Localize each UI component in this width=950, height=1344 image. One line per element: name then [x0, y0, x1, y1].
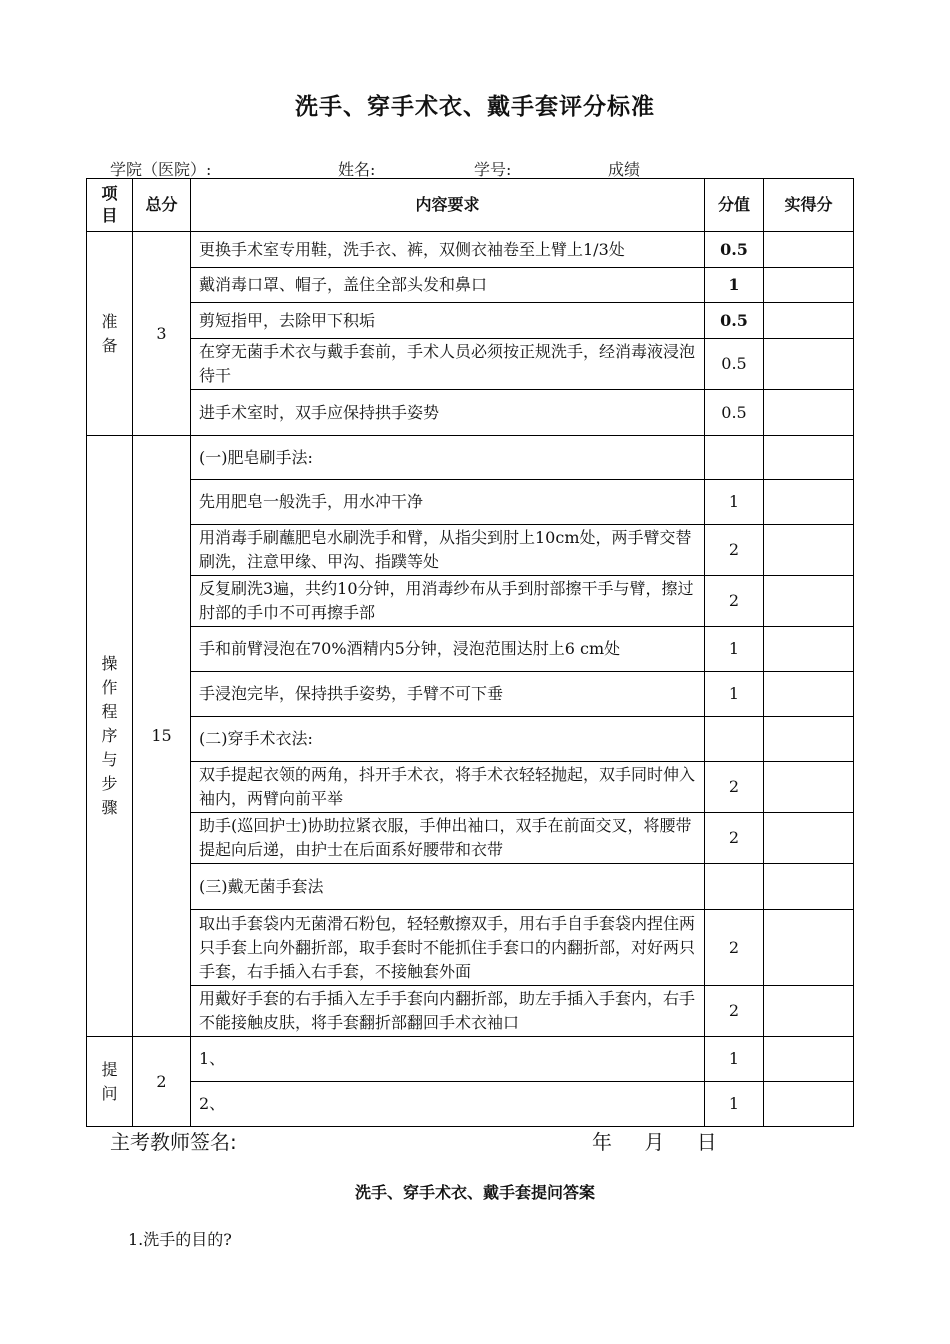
requirement-text: 进手术室时，双手应保持拱手姿势 — [191, 390, 705, 436]
table-row — [87, 672, 854, 717]
points-value: 1 — [705, 672, 764, 717]
table-row — [87, 303, 854, 339]
page-title: 洗手、穿手术衣、戴手套评分标准 — [295, 94, 655, 120]
table-row — [87, 436, 854, 480]
requirement-text: 戴消毒口罩、帽子，盖住全部头发和鼻口 — [191, 268, 705, 303]
scoring-table — [86, 178, 854, 1127]
section-label-prep: 准 备 — [87, 232, 133, 436]
requirement-text: 助手(巡回护士)协助拉紧衣服，手伸出袖口，双手在前面交叉，将腰带提起向后递，由护士在后面系好腰带和衣带 — [191, 813, 705, 864]
earned-score-cell — [764, 910, 854, 986]
earned-score-cell — [764, 339, 854, 390]
earned-score-cell — [764, 627, 854, 672]
date-label: 年 月 日 — [592, 1130, 717, 1154]
earned-score-cell — [764, 525, 854, 576]
table-row — [87, 717, 854, 762]
table-row — [87, 525, 854, 576]
requirement-text: 手浸泡完毕，保持拱手姿势，手臂不可下垂 — [191, 672, 705, 717]
table-row — [87, 268, 854, 303]
signature-label: 主考教师签名: — [110, 1130, 237, 1154]
earned-score-cell — [764, 480, 854, 525]
subsection-heading: (二)穿手术衣法: — [191, 717, 705, 762]
student-id-field-label: 学号: — [474, 160, 512, 179]
table-row — [87, 910, 854, 986]
question-text: 1、 — [191, 1037, 705, 1082]
header-content: 内容要求 — [191, 179, 705, 232]
earned-score-cell — [764, 986, 854, 1037]
table-row — [87, 762, 854, 813]
requirement-text: 先用肥皂一般洗手，用水冲干净 — [191, 480, 705, 525]
name-field-label: 姓名: — [338, 160, 376, 179]
table-row — [87, 480, 854, 525]
question-text: 2、 — [191, 1082, 705, 1127]
requirement-text: 用消毒手刷蘸肥皂水刷洗手和臂，从指尖到肘上10cm处，两手臂交替刷洗，注意甲缘、甲沟、指蹼等处 — [191, 525, 705, 576]
earned-score-cell — [764, 390, 854, 436]
earned-score-cell — [764, 303, 854, 339]
points-value — [705, 717, 764, 762]
earned-score-cell — [764, 813, 854, 864]
earned-score-cell — [764, 672, 854, 717]
section-total-prep: 3 — [133, 232, 191, 436]
table-row — [87, 813, 854, 864]
points-value: 1 — [705, 1037, 764, 1082]
points-value: 1 — [705, 268, 764, 303]
points-value: 2 — [705, 813, 764, 864]
points-value: 0.5 — [705, 232, 764, 268]
table-row — [87, 1082, 854, 1127]
header-points: 分值 — [705, 179, 764, 232]
points-value: 2 — [705, 986, 764, 1037]
subsection-heading: (三)戴无菌手套法 — [191, 864, 705, 910]
points-value: 1 — [705, 1082, 764, 1127]
points-value: 0.5 — [705, 339, 764, 390]
table-row — [87, 576, 854, 627]
answers-title: 洗手、穿手术衣、戴手套提问答案 — [354, 1183, 595, 1202]
table-row — [87, 986, 854, 1037]
earned-score-cell — [764, 1082, 854, 1127]
requirement-text: 双手提起衣领的两角，抖开手术衣，将手术衣轻轻抛起，双手同时伸入袖内，两臂向前平举 — [191, 762, 705, 813]
table-row — [87, 390, 854, 436]
table-row — [87, 864, 854, 910]
section-total-questions: 2 — [133, 1037, 191, 1127]
points-value: 0.5 — [705, 303, 764, 339]
table-row — [87, 339, 854, 390]
earned-score-cell — [764, 232, 854, 268]
examiner-signature-line — [110, 1126, 730, 1155]
requirement-text: 反复刷洗3遍，共约10分钟，用消毒纱布从手到肘部擦干手与臂，擦过肘部的手巾不可再擦手部 — [191, 576, 705, 627]
points-value: 2 — [705, 762, 764, 813]
requirement-text: 剪短指甲，去除甲下积垢 — [191, 303, 705, 339]
requirement-text: 手和前臂浸泡在70%酒精内5分钟，浸泡范围达肘上6 cm处 — [191, 627, 705, 672]
points-value: 2 — [705, 576, 764, 627]
score-field-label: 成绩 — [608, 160, 641, 179]
table-header-row — [87, 179, 854, 232]
points-value — [705, 436, 764, 480]
header-total: 总分 — [133, 179, 191, 232]
section-label-procedure: 操 作 程 序 与 步 骤 — [87, 436, 133, 1037]
student-info-line — [110, 156, 722, 179]
earned-score-cell — [764, 762, 854, 813]
points-value: 1 — [705, 480, 764, 525]
earned-score-cell — [764, 436, 854, 480]
requirement-text: 更换手术室专用鞋，洗手衣、裤，双侧衣袖卷至上臂上1/3处 — [191, 232, 705, 268]
section-total-procedure: 15 — [133, 436, 191, 1037]
points-value — [705, 864, 764, 910]
points-value: 2 — [705, 910, 764, 986]
table-row — [87, 1037, 854, 1082]
requirement-text: 在穿无菌手术衣与戴手套前，手术人员必须按正规洗手，经消毒液浸泡待干 — [191, 339, 705, 390]
requirement-text: 用戴好手套的右手插入左手手套向内翻折部，助左手插入手套内，右手不能接触皮肤，将手套翻折部翻回手术衣袖口 — [191, 986, 705, 1037]
section-label-questions: 提 问 — [87, 1037, 133, 1127]
requirement-text: 取出手套袋内无菌滑石粉包，轻轻敷擦双手，用右手自手套袋内捏住两只手套上向外翻折部，取手套时不能抓住手套口的内翻折部，对好两只手套，右手插入右手套，不接触套外面 — [191, 910, 705, 986]
answer-question-1: 1.洗手的目的? — [128, 1230, 232, 1249]
subsection-heading: (一)肥皂刷手法: — [191, 436, 705, 480]
table-row — [87, 232, 854, 268]
header-item: 项 目 — [87, 179, 133, 232]
earned-score-cell — [764, 864, 854, 910]
earned-score-cell — [764, 1037, 854, 1082]
header-earned: 实得分 — [764, 179, 854, 232]
earned-score-cell — [764, 576, 854, 627]
points-value: 1 — [705, 627, 764, 672]
table-row — [87, 627, 854, 672]
points-value: 2 — [705, 525, 764, 576]
earned-score-cell — [764, 268, 854, 303]
college-field-label: 学院（医院）: — [110, 160, 212, 179]
points-value: 0.5 — [705, 390, 764, 436]
earned-score-cell — [764, 717, 854, 762]
